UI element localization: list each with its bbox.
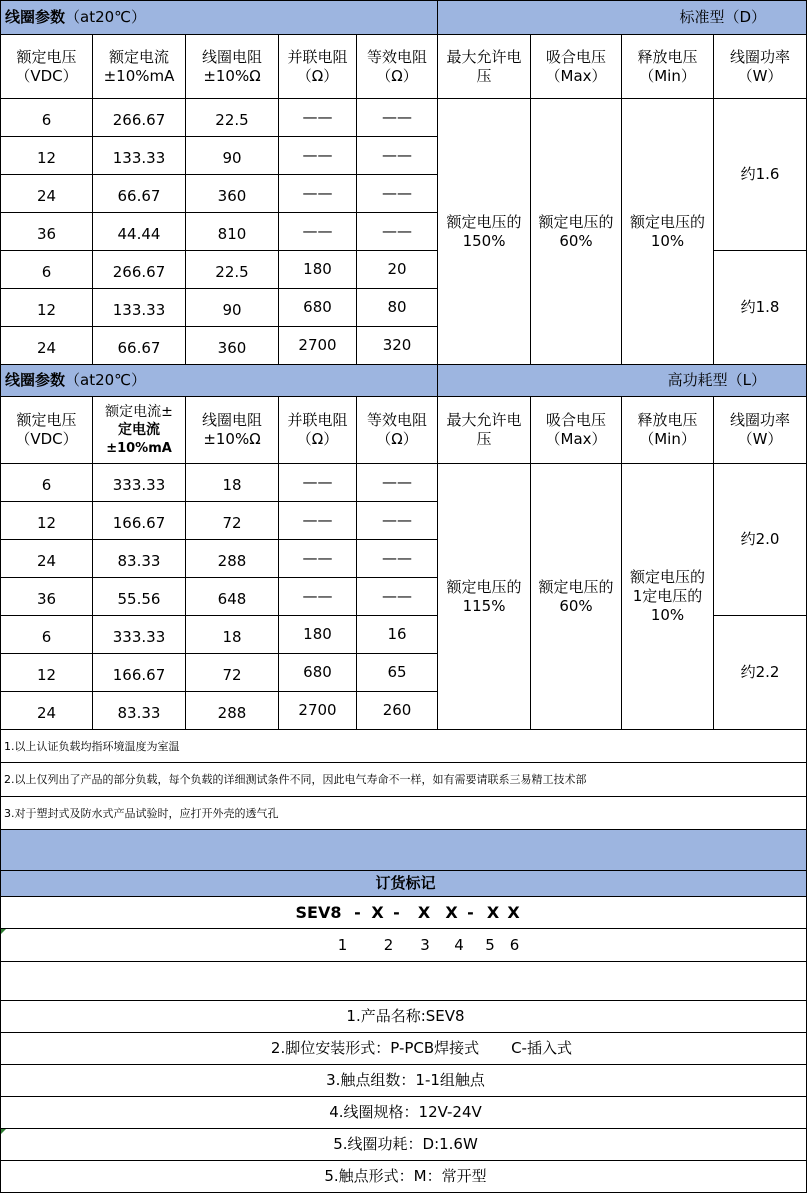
cell-parallel: —— xyxy=(279,99,357,137)
ordering-item-text: 5.线圈功耗：D:1.6W xyxy=(1,1129,807,1161)
cell-equivalent: 320 xyxy=(357,327,438,365)
cell-parallel: 2700 xyxy=(279,327,357,365)
col-header-parallel-resistance: 并联电阻 （Ω） xyxy=(279,397,357,464)
cell-equivalent: 65 xyxy=(357,654,438,692)
cell-marker xyxy=(1,1129,6,1134)
ordering-item xyxy=(1,1001,807,1033)
cell-voltage: 24 xyxy=(1,692,93,730)
ordering-item xyxy=(1,1097,807,1129)
cell-parallel: —— xyxy=(279,502,357,540)
ordering-item xyxy=(1,1161,807,1193)
header-row-standard xyxy=(1,35,807,99)
ordering-title: 订货标记 xyxy=(1,871,807,897)
cell-resistance: 90 xyxy=(186,289,279,327)
cell-resistance: 360 xyxy=(186,175,279,213)
cell-voltage: 6 xyxy=(1,99,93,137)
cell-current: 133.33 xyxy=(93,137,186,175)
cell-resistance: 90 xyxy=(186,137,279,175)
cell-release-merged: 额定电压的 1定电压的 10% xyxy=(622,464,714,730)
table-row xyxy=(1,99,807,137)
cell-current: 83.33 xyxy=(93,540,186,578)
cell-current: 44.44 xyxy=(93,213,186,251)
section-title: 线圈参数（at20℃） xyxy=(1,365,438,397)
cell-max-voltage-merged: 额定电压的 150% xyxy=(438,99,531,365)
section-title: 线圈参数（at20℃） xyxy=(1,1,438,35)
cell-resistance: 72 xyxy=(186,502,279,540)
col-header-coil-power: 线圈功率 （W） xyxy=(714,397,807,464)
cell-current: 166.67 xyxy=(93,654,186,692)
cell-resistance: 288 xyxy=(186,540,279,578)
cell-voltage: 6 xyxy=(1,251,93,289)
cell-parallel: —— xyxy=(279,213,357,251)
header-row-high-power xyxy=(1,397,807,464)
cell-power-merged: 约1.8 xyxy=(714,251,807,365)
col-header-max-voltage: 最大允许电 压 xyxy=(438,397,531,464)
ordering-item-text: 5.触点形式：M：常开型 xyxy=(1,1161,807,1193)
cell-voltage: 6 xyxy=(1,464,93,502)
cell-parallel: —— xyxy=(279,175,357,213)
ordering-code: SEV8 - X - X X - X X xyxy=(1,897,807,929)
col-header-max-voltage: 最大允许电 压 xyxy=(438,35,531,99)
note-row xyxy=(1,730,807,763)
cell-pickup-merged: 额定电压的 60% xyxy=(531,464,622,730)
spacer-band xyxy=(1,830,807,871)
cell-parallel: —— xyxy=(279,464,357,502)
spacer-row xyxy=(1,962,807,1001)
cell-equivalent: —— xyxy=(357,137,438,175)
ordering-item-text: 4.线圈规格：12V-24V xyxy=(1,1097,807,1129)
cell-parallel: —— xyxy=(279,578,357,616)
cell-parallel: 180 xyxy=(279,616,357,654)
note-row xyxy=(1,797,807,830)
cell-parallel: —— xyxy=(279,137,357,175)
table-row xyxy=(1,464,807,502)
cell-equivalent: —— xyxy=(357,502,438,540)
cell-current: 266.67 xyxy=(93,99,186,137)
cell-max-voltage-merged: 额定电压的 115% xyxy=(438,464,531,730)
col-header-pickup-voltage: 吸合电压 （Max） xyxy=(531,35,622,99)
cell-pickup-merged: 额定电压的 60% xyxy=(531,99,622,365)
cell-current: 333.33 xyxy=(93,616,186,654)
ordering-item-text: 3.触点组数：1-1组触点 xyxy=(1,1065,807,1097)
cell-voltage: 24 xyxy=(1,540,93,578)
cell-power-merged: 约1.6 xyxy=(714,99,807,251)
col-header-coil-power: 线圈功率 （W） xyxy=(714,35,807,99)
cell-resistance: 810 xyxy=(186,213,279,251)
cell-current: 55.56 xyxy=(93,578,186,616)
section-band-high-power xyxy=(1,365,807,397)
cell-power-merged: 约2.0 xyxy=(714,464,807,616)
col-header-coil-resistance: 线圈电阻 ±10%Ω xyxy=(186,35,279,99)
cell-voltage: 36 xyxy=(1,578,93,616)
note-text: 3.对于塑封式及防水式产品试验时，应打开外壳的透气孔 xyxy=(1,797,807,830)
ordering-item xyxy=(1,1065,807,1097)
col-header-pickup-voltage: 吸合电压 （Max） xyxy=(531,397,622,464)
cell-resistance: 18 xyxy=(186,616,279,654)
col-header-coil-resistance: 线圈电阻 ±10%Ω xyxy=(186,397,279,464)
cell-equivalent: —— xyxy=(357,175,438,213)
cell-current: 333.33 xyxy=(93,464,186,502)
cell-voltage: 6 xyxy=(1,616,93,654)
cell-current: 133.33 xyxy=(93,289,186,327)
cell-marker xyxy=(1,929,6,934)
note-row xyxy=(1,763,807,797)
cell-release-merged: 额定电压的 10% xyxy=(622,99,714,365)
col-header-rated-voltage: 额定电压 （VDC） xyxy=(1,35,93,99)
col-header-rated-voltage: 额定电压 （VDC） xyxy=(1,397,93,464)
col-header-parallel-resistance: 并联电阻 （Ω） xyxy=(279,35,357,99)
cell-parallel: 680 xyxy=(279,654,357,692)
note-text: 1.以上认证负载均指环境温度为室温 xyxy=(1,730,807,763)
cell-voltage: 12 xyxy=(1,137,93,175)
cell-current: 83.33 xyxy=(93,692,186,730)
cell-equivalent: —— xyxy=(357,464,438,502)
ordering-code-row xyxy=(1,897,807,929)
col-header-rated-current: 额定电流 ±10%mA xyxy=(93,35,186,99)
col-header-rated-current: 额定电流± 定电流 ±10%mA xyxy=(93,397,186,464)
cell-resistance: 72 xyxy=(186,654,279,692)
ordering-title-row xyxy=(1,871,807,897)
cell-voltage: 12 xyxy=(1,289,93,327)
section-band-standard xyxy=(1,1,807,35)
cell-resistance: 22.5 xyxy=(186,251,279,289)
cell-parallel: 180 xyxy=(279,251,357,289)
cell-voltage: 36 xyxy=(1,213,93,251)
col-header-release-voltage: 释放电压 （Min） xyxy=(622,35,714,99)
cell-power-merged: 约2.2 xyxy=(714,616,807,730)
note-text: 2.以上仅列出了产品的部分负载，每个负载的详细测试条件不同，因此电气寿命不一样，如有需要请联系三易精工技术部 xyxy=(1,763,807,797)
cell-voltage: 12 xyxy=(1,654,93,692)
cell-current: 66.67 xyxy=(93,327,186,365)
ordering-item-text: 2.脚位安装形式：P-PCB焊接式 C-插入式 xyxy=(1,1033,807,1065)
cell-voltage: 24 xyxy=(1,327,93,365)
ordering-item xyxy=(1,1033,807,1065)
cell-resistance: 648 xyxy=(186,578,279,616)
cell-resistance: 18 xyxy=(186,464,279,502)
cell-current: 166.67 xyxy=(93,502,186,540)
ordering-positions-row xyxy=(1,929,807,962)
cell-current: 266.67 xyxy=(93,251,186,289)
ordering-positions: 1 2 3 4 5 6 xyxy=(1,929,807,962)
cell-resistance: 360 xyxy=(186,327,279,365)
cell-resistance: 288 xyxy=(186,692,279,730)
col-header-equivalent-resistance: 等效电阻 （Ω） xyxy=(357,397,438,464)
cell-voltage: 24 xyxy=(1,175,93,213)
ordering-item xyxy=(1,1129,807,1161)
cell-parallel: —— xyxy=(279,540,357,578)
cell-equivalent: 16 xyxy=(357,616,438,654)
section-type: 高功耗型（L） xyxy=(438,365,807,397)
col-header-equivalent-resistance: 等效电阻 （Ω） xyxy=(357,35,438,99)
cell-equivalent: —— xyxy=(357,99,438,137)
ordering-item-text: 1.产品名称:SEV8 xyxy=(1,1001,807,1033)
cell-equivalent: —— xyxy=(357,213,438,251)
cell-equivalent: 20 xyxy=(357,251,438,289)
cell-current: 66.67 xyxy=(93,175,186,213)
cell-equivalent: —— xyxy=(357,578,438,616)
col-header-release-voltage: 释放电压 （Min） xyxy=(622,397,714,464)
cell-voltage: 12 xyxy=(1,502,93,540)
cell-equivalent: 260 xyxy=(357,692,438,730)
cell-parallel: 2700 xyxy=(279,692,357,730)
section-type: 标准型（D） xyxy=(438,1,807,35)
cell-equivalent: 80 xyxy=(357,289,438,327)
cell-parallel: 680 xyxy=(279,289,357,327)
cell-resistance: 22.5 xyxy=(186,99,279,137)
cell-equivalent: —— xyxy=(357,540,438,578)
